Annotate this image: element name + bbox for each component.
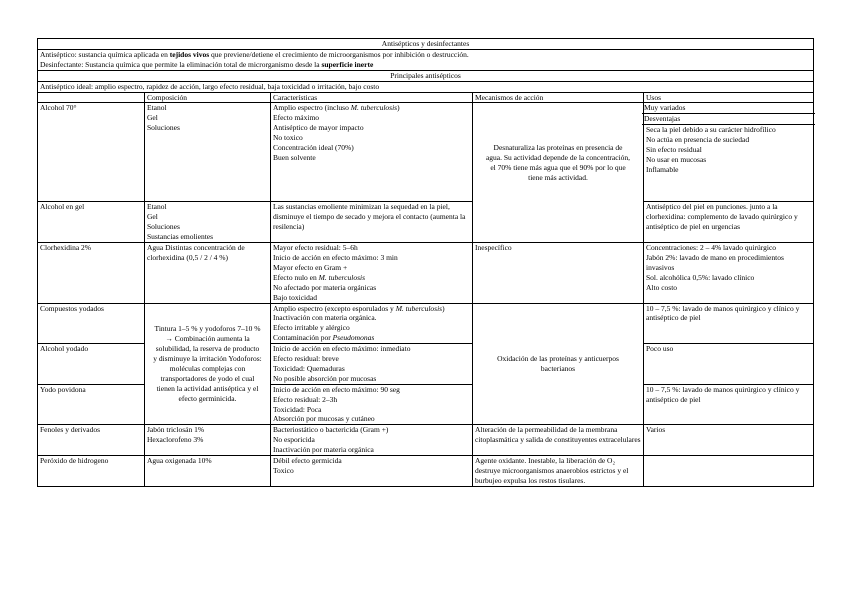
section-subtitle: Principales antisépticos	[38, 70, 814, 81]
mecanismo-cell: Desnaturaliza las proteínas en presencia de agua. Su actividad depende de la concentración, el 70% tiene más agua que el 90% por lo que tiene más actividad.	[473, 103, 644, 243]
usos-cell: Varios	[644, 425, 814, 456]
row-name: Alcohol yodado	[38, 344, 145, 385]
table-row	[38, 425, 814, 456]
row-name: Fenoles y derivados	[38, 425, 145, 456]
antisepticos-table	[37, 38, 814, 487]
table-row	[38, 303, 814, 344]
composicion-cell: Jabón triclosán 1% Hexaclorofeno 3%	[145, 425, 271, 456]
definition-antiseptico: Antiséptico: sustancia química aplicada en tejidos vivos que previene/detiene el crecimiento de microorganismos por inhibición o destrucción.	[40, 49, 469, 59]
mecanismo-cell: Oxidación de las proteínas y anticuerpos bacterianos	[473, 303, 644, 425]
ideal-antiseptic: Antiséptico ideal: amplio espectro, rapidez de acción, largo efecto residual, baja toxicidad o irritación, bajo costo	[38, 81, 814, 92]
caracteristicas-cell: Débil efecto germicida Toxico	[271, 456, 473, 487]
composicion-cell: Agua oxigenada 10%	[145, 456, 271, 487]
usos-cell: Poco uso	[644, 344, 814, 385]
usos-cell: Muy variados Desventajas Seca la piel debido a su carácter hidrofílico No actúa en presencia de suciedad Sin efecto residual No usar en mucosas Inflamable	[644, 103, 814, 202]
mecanismo-cell: Alteración de la permeabilidad de la membrana citoplasmática y salida de constituyentes extracelulares	[473, 425, 644, 456]
composicion-cell: Agua Distintas concentración de clorhexidina (0,5 / 2 / 4 %)	[145, 243, 271, 303]
usos-cell: Antiséptico del piel en punciones. junto a la clorhexidina: complemento de lavado quirúrgico y antiséptico de piel en urgencias	[644, 202, 814, 243]
definition-desinfectante: Desinfectante: Sustancia química que permite la eliminación total de microrganismo desde la superficie inerte	[40, 59, 374, 69]
mecanismo-cell: Inespecífico	[473, 243, 644, 303]
mecanismo-cell: Agente oxidante. Inestable, la liberación de O₂ destruye microorganismos anaerobios estrictos y el burbujeo expulsa los restos tisulares.	[473, 456, 644, 487]
header-mecanismos: Mecanismos de acción	[473, 92, 644, 103]
composicion-cell: Tintura 1–5 % y yodoforos 7–10 % → Combinación aumenta la solubilidad, la reserva de producto y disminuye la irritación Yodoforos: moléculas complejas con transportadores de yodo el cual tienen la actividad antiséptica y el efecto germinicida.	[145, 303, 271, 425]
table-row	[38, 243, 814, 303]
usos-cell: Concentraciones: 2 – 4% lavado quirúrgico Jabón 2%: lavado de mano en procedimientos invasivos Sol. alcohólica 0,5%: lavado clínico Alto costo	[644, 243, 814, 303]
row-name: Yodo povidona	[38, 384, 145, 425]
usos-cell: 10 – 7,5 %: lavado de manos quirúrgico y clínico y antiséptico de piel	[644, 303, 814, 344]
caracteristicas-cell: Mayor efecto residual: 5–6h Inicio de acción en efecto máximo: 3 min Mayor efecto en Gram + Efecto nulo en M. tuberculosis No afectado por materia orgánicas Bajo toxicidad	[271, 243, 473, 303]
row-name: Clorhexidina 2%	[38, 243, 145, 303]
table-row	[38, 103, 814, 202]
caracteristicas-cell: Inicio de acción en efecto máximo: 90 seg Efecto residual: 2–3h Toxicidad: Poca Absorción por mucosas y cutáneo	[271, 384, 473, 425]
usos-cell: 10 – 7,5 %: lavado de manos quirúrgico y clínico y antiséptico de piel	[644, 384, 814, 425]
table-row	[38, 456, 814, 487]
definitions-cell	[38, 49, 814, 70]
usos-cell	[644, 456, 814, 487]
row-name: Alcohol 70°	[38, 103, 145, 202]
header-caracteristicas: Características	[271, 92, 473, 103]
header-empty	[38, 92, 145, 103]
caracteristicas-cell: Amplio espectro (incluso M. tuberculosis) Efecto máximo Antiséptico de mayor impacto No toxico Concentración ideal (70%) Buen solvente	[271, 103, 473, 202]
composicion-cell: Etanol Gel Soluciones	[145, 103, 271, 202]
caracteristicas-cell: Inicio de acción en efecto máximo: inmediato Efecto residual: breve Toxicidad: Quemaduras No posible absorción por mucosas	[271, 344, 473, 385]
caracteristicas-cell: Bacteriostático o bactericida (Gram +) No esporicida Inactivación por materia orgánica	[271, 425, 473, 456]
caracteristicas-cell: Amplio espectro (excepto esporulados y M. tuberculosis) Inactivación con materia orgánica. Efecto irritable y alérgico Contaminación por Pseudomonas	[271, 303, 473, 344]
header-composicion: Composición	[145, 92, 271, 103]
composicion-cell: Etanol Gel Soluciones Sustancias emolientes	[145, 202, 271, 243]
caracteristicas-cell: Las sustancias emoliente minimizan la sequedad en la piel, disminuye el tiempo de secado y mejora el contacto (aumenta la resilencia)	[271, 202, 473, 243]
table-title: Antisépticos y desinfectantes	[38, 39, 814, 50]
header-row	[38, 92, 814, 103]
row-name: Peróxido de hidrogeno	[38, 456, 145, 487]
row-name: Alcohol en gel	[38, 202, 145, 243]
header-usos: Usos	[644, 92, 814, 103]
row-name: Compuestos yodados	[38, 303, 145, 344]
table-row	[38, 202, 814, 243]
